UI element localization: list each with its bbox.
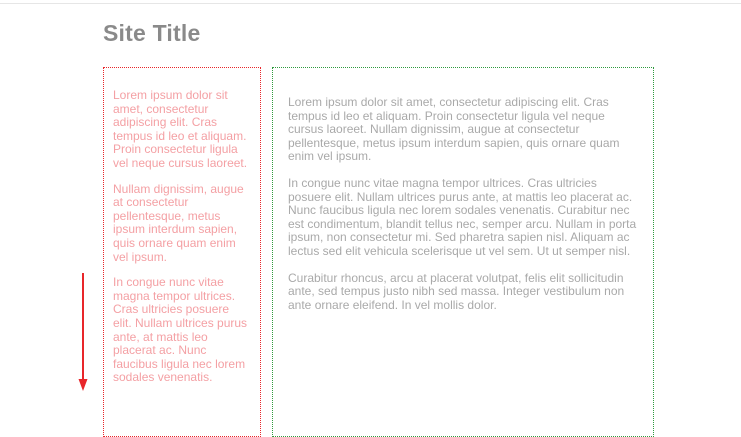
main-paragraph: Lorem ipsum dolor sit amet, consectetur adipiscing elit. Cras tempus id leo et aliquam. Proin consectetur ligula vel neque cursus laoreet. Nullam dignissim, augue at consectetur pellentesque, metus ipsum interdum sapien, quis ornare quam enim vel ipsum. bbox=[288, 95, 620, 164]
main-paragraph: Curabitur rhoncus, arcu at placerat volutpat, felis elit sollicitudin ante, sed tempus justo nibh sed massa. Integer vestibulum non ante ornare eleifend. In vel mollis dolor. bbox=[288, 270, 625, 312]
sidebar-paragraph: Lorem ipsum dolor sit amet, consectetur adipiscing elit. Cras tempus id leo et aliquam. Proin consectetur ligula vel neque cursus laoreet. bbox=[113, 88, 248, 170]
site-title: Site Title bbox=[103, 20, 201, 46]
sidebar-paragraph: Nullam dignissim, augue at consectetur pellentesque, metus ipsum interdum sapien, quis ornare quam enim vel ipsum. bbox=[113, 181, 244, 264]
main-content-column bbox=[272, 67, 654, 437]
main-paragraph: In congue nunc vitae magna tempor ultrices. Cras ultricies posuere elit. Nullam ultrices purus ante, at mattis leo placerat ac. Nunc faucibus ligula nec lorem sodales venenatis. Curabitur nec est condimentum, blandit tellus nec, semper arcu. Nullam in porta ipsum, non consectetur mi. Sed pharetra sapien nisl. Aliquam ac lectus sed elit vehicula scelerisque ut vel sem. Ut ut semper nisl. bbox=[288, 175, 637, 258]
sidebar-column bbox=[103, 67, 261, 437]
sidebar-paragraph: In congue nunc vitae magna tempor ultrices. Cras ultricies posuere elit. Nullam ultrices purus ante, at mattis leo placerat ac. Nunc faucibus ligula nec lorem sodales venenatis. bbox=[113, 275, 248, 385]
arrow-down-icon bbox=[78, 273, 88, 391]
top-divider bbox=[0, 3, 741, 4]
